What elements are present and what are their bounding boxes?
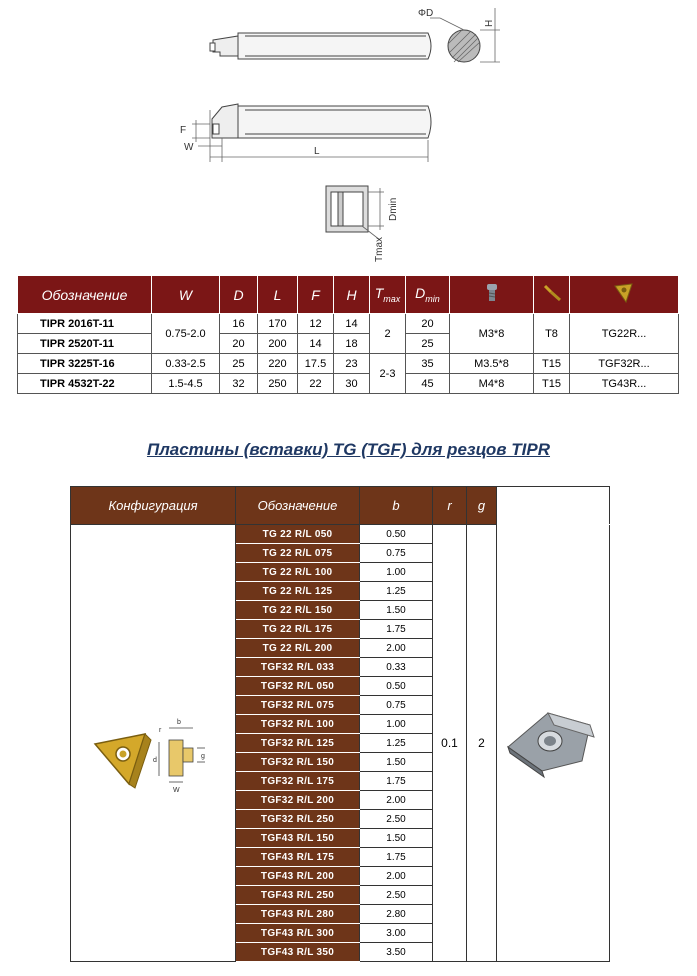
holder-insert: TG43R... xyxy=(570,374,679,394)
holder-top-view xyxy=(210,33,431,59)
insert-designation: TG 22 R/L 075 xyxy=(236,544,360,563)
holder-row xyxy=(18,374,679,394)
insert-designation: TGF32 R/L 175 xyxy=(236,772,360,791)
insert-b-value: 1.00 xyxy=(360,563,433,582)
holder-row xyxy=(18,354,679,374)
header-d: D xyxy=(220,276,258,314)
insert-designation: TGF43 R/L 250 xyxy=(236,886,360,905)
holder-end-view xyxy=(430,8,500,62)
insert-b-value: 1.25 xyxy=(360,734,433,753)
header-h: H xyxy=(334,276,370,314)
tmax-label: Tmax xyxy=(374,237,385,262)
insert-b-value: 0.33 xyxy=(360,658,433,677)
holder-l: 220 xyxy=(258,354,298,374)
insert-b-value: 1.50 xyxy=(360,829,433,848)
holder-h: 18 xyxy=(334,334,370,354)
insert-designation: TG 22 R/L 150 xyxy=(236,601,360,620)
insert-row xyxy=(71,525,610,544)
section-title: Пластины (вставки) TG (TGF) для резцов TIPR xyxy=(146,440,551,459)
holder-dmin: 35 xyxy=(406,354,450,374)
holder-l: 170 xyxy=(258,314,298,334)
bore-section-view xyxy=(326,186,384,240)
f-label: F xyxy=(180,125,187,136)
holder-screw: M3.5*8 xyxy=(450,354,534,374)
insert-b-value: 1.75 xyxy=(360,848,433,867)
header-photo-blank xyxy=(497,487,610,525)
holder-designation: TIPR 3225T-16 xyxy=(18,354,152,374)
insert-b-value: 2.00 xyxy=(360,791,433,810)
diagram-label-b: b xyxy=(177,718,181,726)
diagram-label-r: r xyxy=(159,726,162,734)
holder-insert: TGF32R... xyxy=(570,354,679,374)
holder-l: 200 xyxy=(258,334,298,354)
holder-d: 25 xyxy=(220,354,258,374)
l-label: L xyxy=(314,146,320,157)
holder-f: 22 xyxy=(298,374,334,394)
inserts-table xyxy=(70,486,610,962)
holder-designation: TIPR 2520T-11 xyxy=(18,334,152,354)
holder-designation: TIPR 4532T-22 xyxy=(18,374,152,394)
holder-screw: M4*8 xyxy=(450,374,534,394)
insert-triangle-icon xyxy=(95,734,151,788)
insert-designation: TGF32 R/L 250 xyxy=(236,810,360,829)
holder-h: 30 xyxy=(334,374,370,394)
insert-designation: TG 22 R/L 175 xyxy=(236,620,360,639)
insert-b-value: 1.00 xyxy=(360,715,433,734)
header-f: F xyxy=(298,276,334,314)
holder-f: 17.5 xyxy=(298,354,334,374)
insert-designation: TG 22 R/L 125 xyxy=(236,582,360,601)
holder-h: 14 xyxy=(334,314,370,334)
insert-designation: TGF43 R/L 300 xyxy=(236,924,360,943)
insert-photo-icon xyxy=(508,713,594,777)
insert-b-value: 1.50 xyxy=(360,753,433,772)
header-screw-icon xyxy=(450,276,534,314)
insert-b-value: 0.50 xyxy=(360,677,433,696)
header-designation: Обозначение xyxy=(18,276,152,314)
insert-designation: TGF32 R/L 150 xyxy=(236,753,360,772)
inserts-header-row xyxy=(71,487,610,525)
insert-profile-sketch xyxy=(159,728,205,782)
insert-b-value: 1.25 xyxy=(360,582,433,601)
holder-d: 20 xyxy=(220,334,258,354)
insert-r-value: 0.1 xyxy=(433,525,467,962)
insert-b-value: 0.50 xyxy=(360,525,433,544)
holder-dmin: 25 xyxy=(406,334,450,354)
header-tmax: $T_{max}$ xyxy=(370,276,406,314)
holder-h: 23 xyxy=(334,354,370,374)
holder-l: 250 xyxy=(258,374,298,394)
header-l: L xyxy=(258,276,298,314)
holder-d: 16 xyxy=(220,314,258,334)
insert-designation: TGF43 R/L 150 xyxy=(236,829,360,848)
insert-designation: TGF32 R/L 125 xyxy=(236,734,360,753)
h-label-top: H xyxy=(484,19,495,27)
insert-designation: TGF32 R/L 075 xyxy=(236,696,360,715)
holder-dmin: 45 xyxy=(406,374,450,394)
holder-f: 14 xyxy=(298,334,334,354)
dmin-label: Dmin xyxy=(388,197,399,221)
insert-designation: TG 22 R/L 100 xyxy=(236,563,360,582)
holder-w: 0.75-2.0 xyxy=(152,314,220,354)
holder-tmax: 2-3 xyxy=(370,354,406,394)
holder-screw: M3*8 xyxy=(450,314,534,354)
insert-b-value: 2.50 xyxy=(360,810,433,829)
holder-tmax: 2 xyxy=(370,314,406,354)
header-r: r xyxy=(433,487,467,525)
holder-w: 0.33-2.5 xyxy=(152,354,220,374)
header-key-icon xyxy=(534,276,570,314)
holder-f: 12 xyxy=(298,314,334,334)
diagram-label-d: d xyxy=(153,756,157,764)
tool-holder-drawing xyxy=(0,0,697,275)
insert-designation: TGF32 R/L 033 xyxy=(236,658,360,677)
insert-b-value: 2.00 xyxy=(360,639,433,658)
insert-b-value: 3.50 xyxy=(360,943,433,962)
insert-designation: TGF43 R/L 350 xyxy=(236,943,360,962)
holders-header-row xyxy=(18,276,679,314)
diagram-label-g: g xyxy=(201,752,205,760)
insert-b-value: 2.00 xyxy=(360,867,433,886)
insert-designation: TG 22 R/L 050 xyxy=(236,525,360,544)
insert-photo xyxy=(497,525,610,962)
insert-designation: TGF43 R/L 175 xyxy=(236,848,360,867)
holder-key: T15 xyxy=(534,354,570,374)
insert-designation: TGF32 R/L 200 xyxy=(236,791,360,810)
diagram-label-w: W xyxy=(173,786,180,794)
header-g: g xyxy=(467,487,497,525)
insert-designation: TGF43 R/L 280 xyxy=(236,905,360,924)
holder-side-view xyxy=(192,104,431,162)
phi-d-label: ΦD xyxy=(418,8,434,19)
holder-key: T8 xyxy=(534,314,570,354)
header-designation: Обозначение xyxy=(236,487,360,525)
insert-b-value: 0.75 xyxy=(360,544,433,563)
holders-table xyxy=(17,275,679,394)
header-w: W xyxy=(152,276,220,314)
header-config: Конфигурация xyxy=(71,487,236,525)
insert-b-value: 2.80 xyxy=(360,905,433,924)
header-b: b xyxy=(360,487,433,525)
holder-designation: TIPR 2016T-11 xyxy=(18,314,152,334)
holder-key: T15 xyxy=(534,374,570,394)
insert-b-value: 1.50 xyxy=(360,601,433,620)
insert-b-value: 2.50 xyxy=(360,886,433,905)
header-insert-icon xyxy=(570,276,679,314)
holder-dmin: 20 xyxy=(406,314,450,334)
insert-b-value: 1.75 xyxy=(360,772,433,791)
holder-insert: TG22R... xyxy=(570,314,679,354)
insert-b-value: 1.75 xyxy=(360,620,433,639)
insert-b-value: 3.00 xyxy=(360,924,433,943)
insert-configuration-diagram xyxy=(71,525,236,962)
insert-b-value: 0.75 xyxy=(360,696,433,715)
holder-d: 32 xyxy=(220,374,258,394)
insert-designation: TG 22 R/L 200 xyxy=(236,639,360,658)
holder-w: 1.5-4.5 xyxy=(152,374,220,394)
holder-row xyxy=(18,314,679,334)
insert-g-value: 2 xyxy=(467,525,497,962)
insert-designation: TGF32 R/L 100 xyxy=(236,715,360,734)
insert-designation: TGF43 R/L 200 xyxy=(236,867,360,886)
w-label: W xyxy=(184,142,194,153)
insert-designation: TGF32 R/L 050 xyxy=(236,677,360,696)
header-dmin: $D_{min}$ xyxy=(406,276,450,314)
